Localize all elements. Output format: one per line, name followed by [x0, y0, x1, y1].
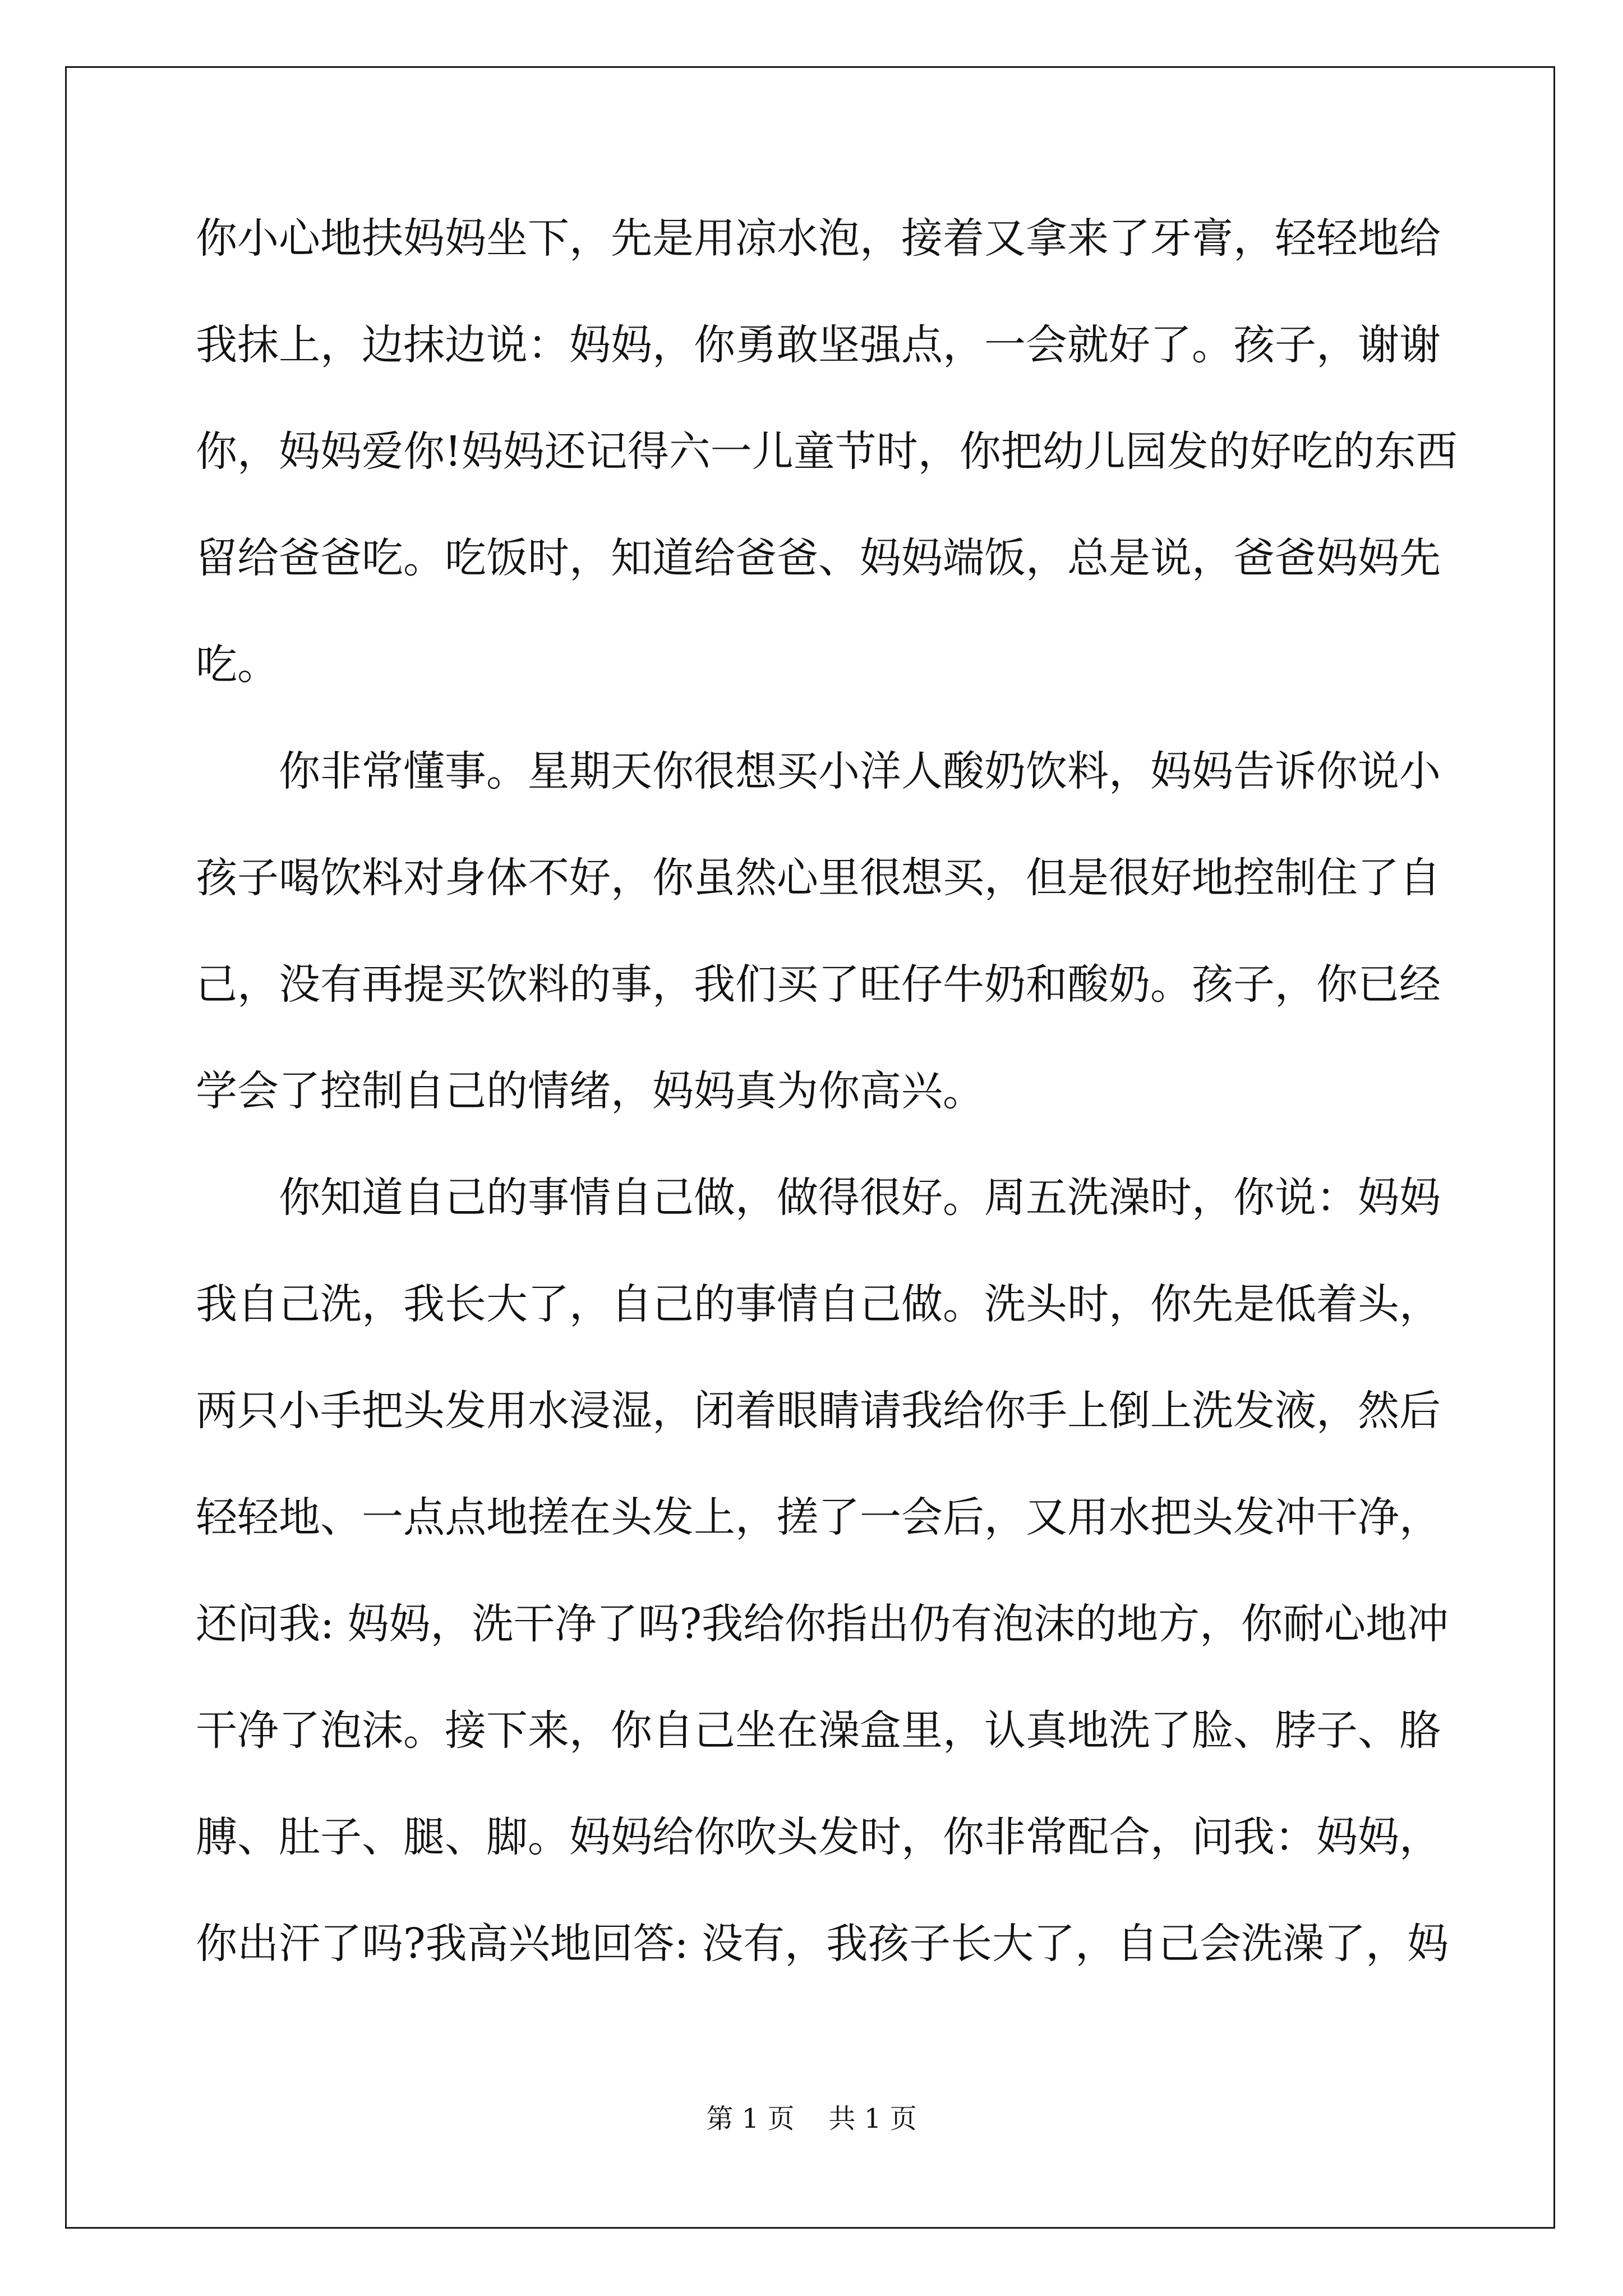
- paragraph-first-line: 你非常懂事。星期天你很想买小洋人酸奶饮料，妈妈告诉你说小: [279, 747, 1441, 795]
- text-line: 己，没有再提买饮料的事，我们买了旺仔牛奶和酸奶。孩子，你已经: [196, 960, 1441, 1009]
- document-body: [196, 210, 1458, 2022]
- text-line: 两只小手把头发用水浸湿，闭着眼睛请我给你手上倒上洗发液，然后: [196, 1387, 1441, 1435]
- text-line: 你小心地扶妈妈坐下，先是用凉水泡，接着又拿来了牙膏，轻轻地给: [196, 214, 1441, 263]
- text-line: 轻轻地、一点点地搓在头发上，搓了一会后，又用水把头发冲干净，: [196, 1493, 1441, 1542]
- text-line: 膊、肚子、腿、脚。妈妈给你吹头发时，你非常配合，问我：妈妈，: [196, 1813, 1441, 1861]
- paragraph-first-line: 你知道自己的事情自己做，做得很好。周五洗澡时，你说：妈妈: [279, 1174, 1441, 1222]
- text-line: 学会了控制自己的情绪，妈妈真为你高兴。: [196, 1067, 984, 1115]
- text-line: 我自己洗，我长大了，自己的事情自己做。洗头时，你先是低着头，: [196, 1280, 1441, 1328]
- text-line: 你出汗了吗?我高兴地回答: 没有，我孩子长大了，自己会洗澡了，妈: [196, 1920, 1449, 1968]
- text-line: 还问我: 妈妈，洗干净了吗?我给你指出仍有泡沫的地方，你耐心地冲: [196, 1600, 1449, 1648]
- page-footer-label: 第 1 页 共 1 页: [706, 2103, 917, 2134]
- text-line: 你，妈妈爱你!妈妈还记得六一儿童节时，你把幼儿园发的好吃的东西: [196, 427, 1458, 476]
- text-line: 吃。: [196, 641, 279, 689]
- text-line: 留给爸爸吃。吃饭时，知道给爸爸、妈妈端饭，总是说，爸爸妈妈先: [196, 534, 1441, 582]
- text-line: 孩子喝饮料对身体不好，你虽然心里很想买，但是很好地控制住了自: [196, 854, 1441, 902]
- text-line: 我抹上，边抹边说：妈妈，你勇敢坚强点，一会就好了。孩子，谢谢: [196, 321, 1441, 369]
- text-line: 干净了泡沫。接下来，你自己坐在澡盒里，认真地洗了脸、脖子、胳: [196, 1706, 1441, 1755]
